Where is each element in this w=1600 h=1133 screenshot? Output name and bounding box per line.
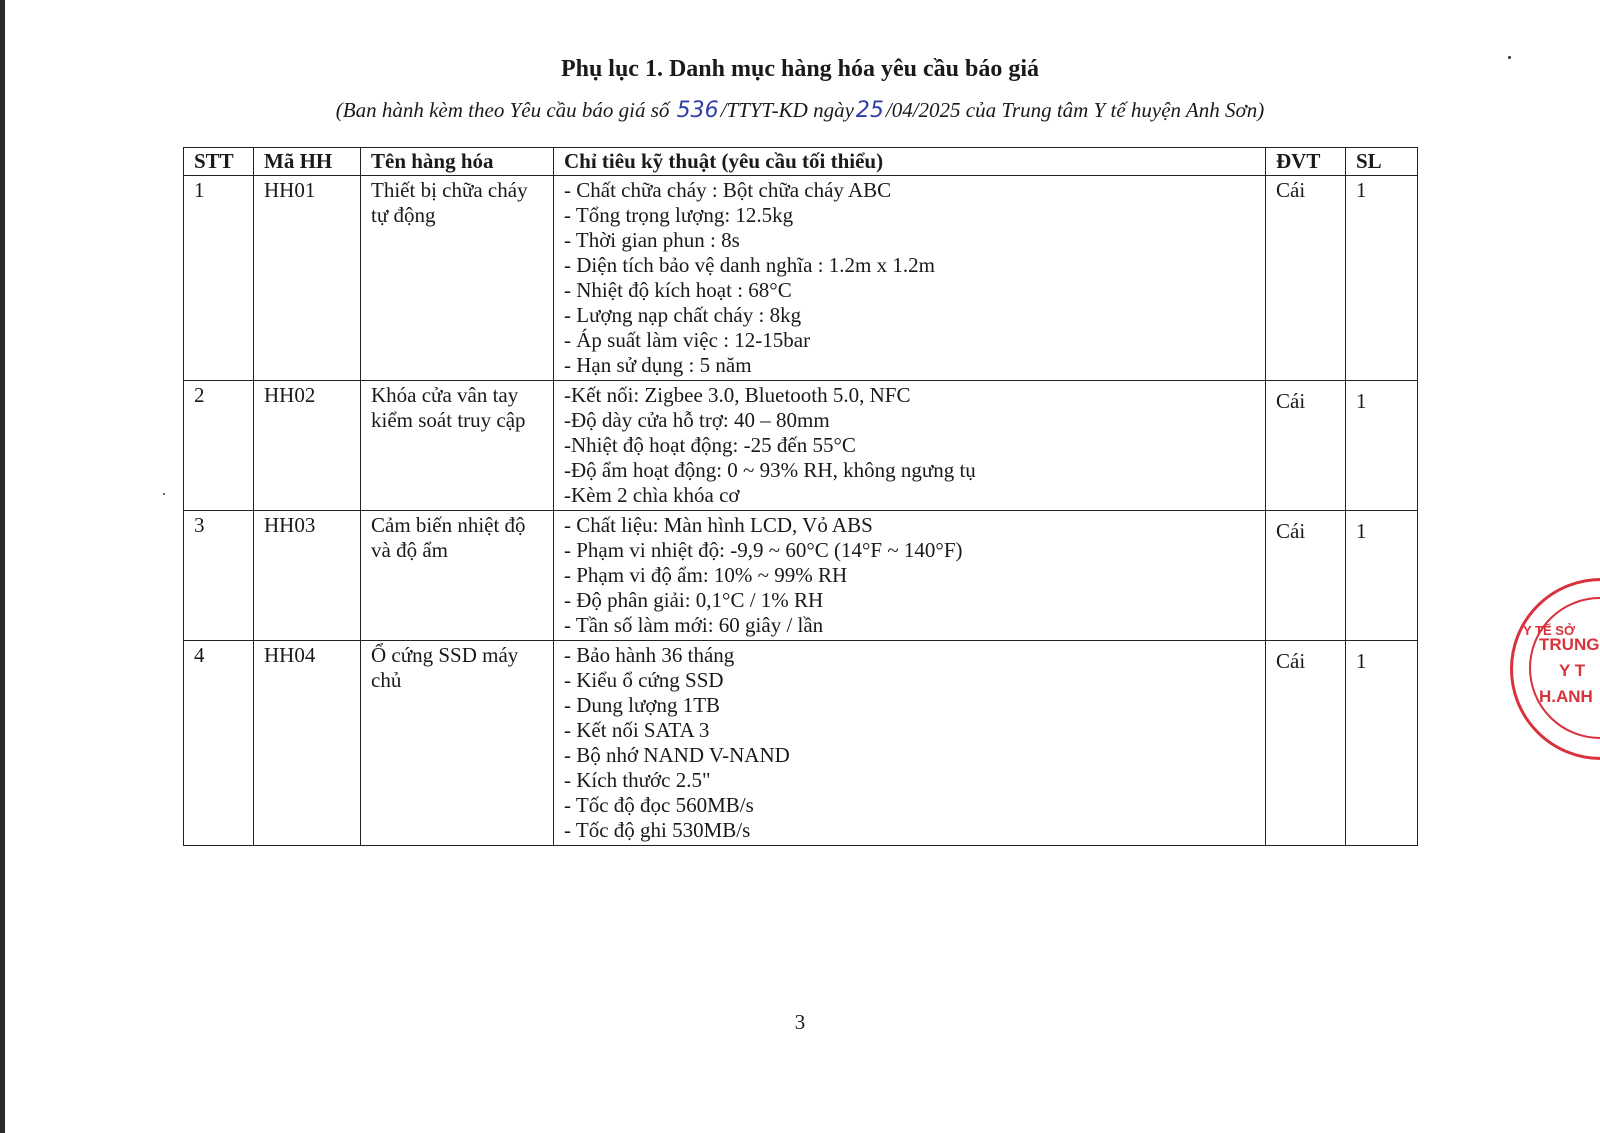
spec-line: -Nhiệt độ hoạt động: -25 đến 55°C [564, 433, 856, 457]
cell-stt: 1 [184, 176, 254, 381]
cell-name: Thiết bị chữa cháy tự động [361, 176, 554, 381]
spec-line: - Tốc độ đọc 560MB/s [564, 793, 754, 817]
official-seal [1510, 578, 1600, 760]
scan-speck [163, 493, 165, 495]
spec-line: - Chất liệu: Màn hình LCD, Vỏ ABS [564, 513, 873, 537]
cell-unit: Cái [1266, 176, 1346, 381]
spec-line: - Kích thước 2.5" [564, 768, 711, 792]
cell-unit: Cái [1266, 641, 1346, 846]
cell-code: HH02 [254, 381, 361, 511]
cell-name: Cảm biến nhiệt độ và độ ẩm [361, 511, 554, 641]
cell-stt: 2 [184, 381, 254, 511]
page-number: 3 [794, 1010, 806, 1034]
header-stt: STT [184, 148, 254, 176]
document-subtitle [0, 98, 1600, 123]
spec-line: - Áp suất làm việc : 12-15bar [564, 328, 811, 352]
cell-stt: 4 [184, 641, 254, 846]
table-row [184, 641, 1418, 846]
header-name: Tên hàng hóa [361, 148, 554, 176]
cell-unit: Cái [1266, 511, 1346, 641]
cell-code: HH04 [254, 641, 361, 846]
seal-line-1: TRUNG [1539, 635, 1600, 654]
cell-unit: Cái [1266, 381, 1346, 511]
spec-line: - Thời gian phun : 8s [564, 228, 740, 252]
handwritten-day: 25 [855, 98, 884, 123]
spec-line: - Tần số làm mới: 60 giây / lần [564, 613, 824, 637]
subtitle-middle: /TTYT-KD ngày [720, 98, 854, 122]
cell-code: HH01 [254, 176, 361, 381]
header-unit: ĐVT [1266, 148, 1346, 176]
header-code: Mã HH [254, 148, 361, 176]
spec-line: - Tốc độ ghi 530MB/s [564, 818, 751, 842]
scan-edge [0, 0, 5, 1133]
spec-line: - Kết nối SATA 3 [564, 718, 710, 742]
cell-qty: 1 [1346, 511, 1418, 641]
spec-line: -Kèm 2 chìa khóa cơ [564, 483, 740, 507]
spec-line: - Kiểu ổ cứng SSD [564, 668, 724, 692]
spec-line: -Độ ẩm hoạt động: 0 ~ 93% RH, không ngưng tụ [564, 458, 976, 482]
spec-line: - Bảo hành 36 tháng [564, 643, 735, 667]
cell-name: Khóa cửa vân tay kiểm soát truy cập [361, 381, 554, 511]
cell-specs [554, 511, 1266, 641]
cell-specs [554, 176, 1266, 381]
seal-ring-text: Y TẾ SỞ [1523, 623, 1576, 638]
spec-line: -Độ dày cửa hỗ trợ: 40 – 80mm [564, 408, 830, 432]
spec-line: - Nhiệt độ kích hoạt : 68°C [564, 278, 792, 302]
seal-line-2: Y T [1559, 661, 1586, 680]
table-row [184, 176, 1418, 381]
spec-line: - Tổng trọng lượng: 12.5kg [564, 203, 794, 227]
header-qty: SL [1346, 148, 1418, 176]
header-specs: Chỉ tiêu kỹ thuật (yêu cầu tối thiểu) [554, 148, 1266, 176]
table-row [184, 511, 1418, 641]
spec-line: - Phạm vi độ ẩm: 10% ~ 99% RH [564, 563, 848, 587]
seal-line-3: H.ANH [1539, 687, 1593, 706]
cell-name: Ổ cứng SSD máy chủ [361, 641, 554, 846]
spec-line: - Chất chữa cháy : Bột chữa cháy ABC [564, 178, 892, 202]
spec-line: - Phạm vi nhiệt độ: -9,9 ~ 60°C (14°F ~ 140°F) [564, 538, 963, 562]
spec-line: - Độ phân giải: 0,1°C / 1% RH [564, 588, 824, 612]
spec-line: - Bộ nhớ NAND V-NAND [564, 743, 790, 767]
cell-specs [554, 641, 1266, 846]
document-title: Phụ lục 1. Danh mục hàng hóa yêu cầu báo giá [560, 56, 1040, 82]
table-row [184, 381, 1418, 511]
goods-table [183, 147, 1418, 846]
spec-line: - Hạn sử dụng : 5 năm [564, 353, 752, 377]
spec-line: - Dung lượng 1TB [564, 693, 721, 717]
cell-stt: 3 [184, 511, 254, 641]
table-header-row [184, 148, 1418, 176]
subtitle-after: /04/2025 của Trung tâm Y tế huyện Anh Sơn) [885, 98, 1265, 122]
cell-qty: 1 [1346, 176, 1418, 381]
handwritten-number: 536 [676, 98, 719, 123]
subtitle-before: (Ban hành kèm theo Yêu cầu báo giá số [335, 98, 670, 122]
cell-qty: 1 [1346, 641, 1418, 846]
spec-line: - Diện tích bảo vệ danh nghĩa : 1.2m x 1.2m [564, 253, 935, 277]
cell-qty: 1 [1346, 381, 1418, 511]
cell-code: HH03 [254, 511, 361, 641]
spec-line: -Kết nối: Zigbee 3.0, Bluetooth 5.0, NFC [564, 383, 911, 407]
spec-line: - Lượng nạp chất cháy : 8kg [564, 303, 802, 327]
cell-specs [554, 381, 1266, 511]
